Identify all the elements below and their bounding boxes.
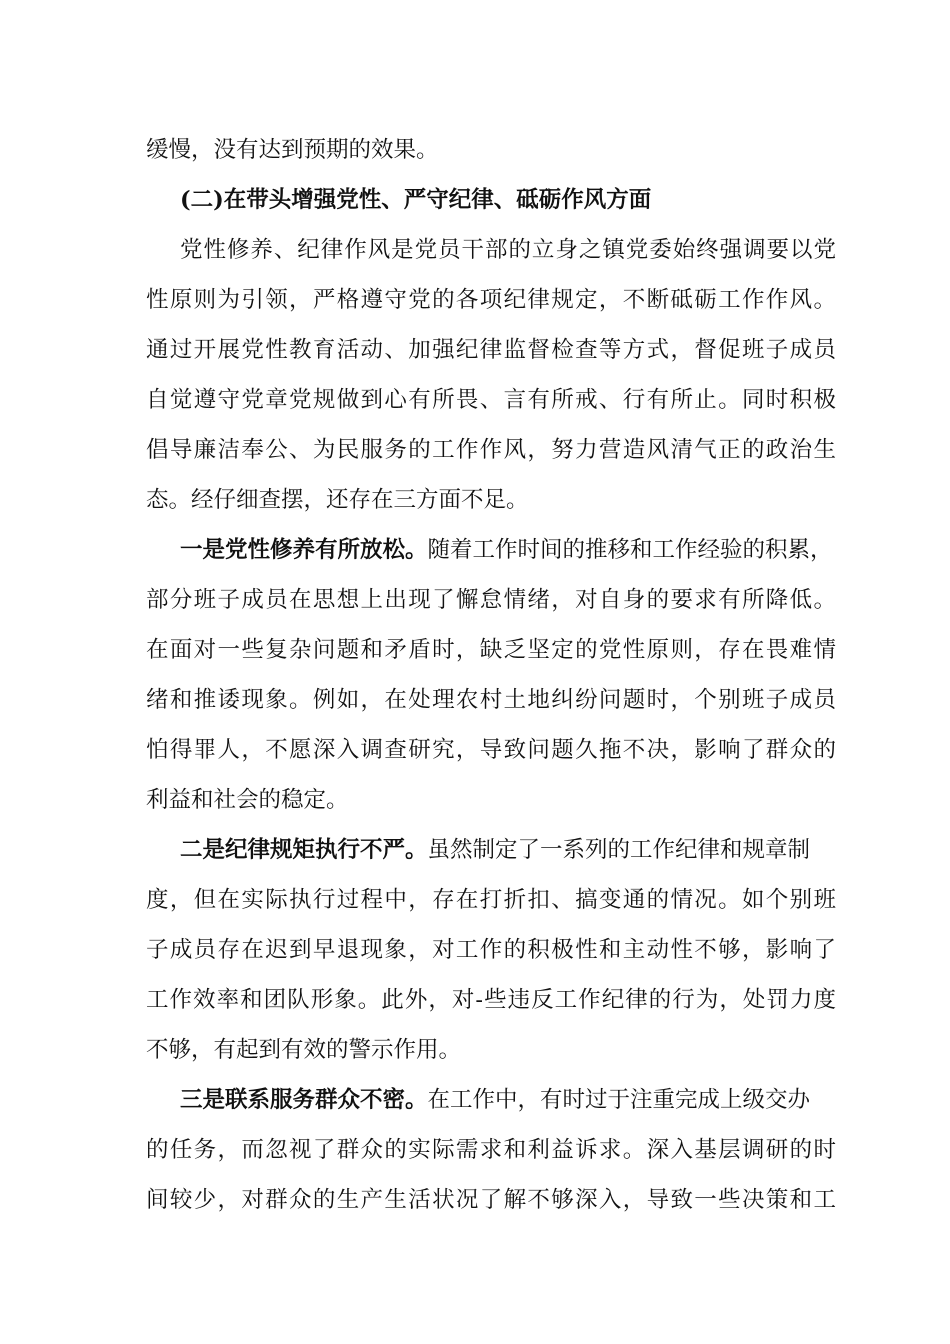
intro-line: 通过开展党性教育活动、加强纪律监督检查等方式，督促班子成员 [146, 337, 836, 363]
point2-line: 不够，有起到有效的警示作用。 [146, 1037, 462, 1063]
section-heading: (二)在带头增强党性、严守纪律、砥砺作风方面 [180, 187, 652, 213]
point3-text: 在工作中，有时过于注重完成上级交办 [427, 1087, 811, 1113]
point3-title: 三是联系服务群众不密。 [180, 1087, 428, 1113]
paragraph-continuation: 缓慢，没有达到预期的效果。 [146, 137, 439, 163]
point3-line: 的任务，而忽视了群众的实际需求和利益诉求。深入基层调研的时 [146, 1137, 836, 1163]
point2-first-line [180, 825, 836, 875]
intro-line: 性原则为引领，严格遵守党的各项纪律规定，不断砥砺工作作风。 [146, 287, 836, 313]
point1-line: 在面对一些复杂问题和矛盾时，缺乏坚定的党性原则，存在畏难情 [146, 637, 836, 663]
point3-line: 间较少，对群众的生产生活状况了解不够深入，导致一些决策和工 [146, 1187, 836, 1213]
intro-line: 自觉遵守党章党规做到心有所畏、言有所戒、行有所止。同时积极 [146, 387, 836, 413]
point1-first-line [180, 525, 836, 575]
intro-line: 态。经仔细查摆，还存在三方面不足。 [146, 487, 529, 513]
point1-line: 利益和社会的稳定。 [146, 787, 349, 813]
intro-line: 倡导廉洁奉公、为民服务的工作作风，努力营造风清气正的政治生 [146, 437, 836, 463]
point3-first-line [180, 1075, 836, 1125]
point1-line: 怕得罪人，不愿深入调查研究，导致问题久拖不决，影响了群众的 [146, 737, 836, 763]
point1-line: 绪和推诿现象。例如，在处理农村土地纠纷问题时，个别班子成员 [146, 687, 836, 713]
point2-line: 子成员存在迟到早退现象，对工作的积极性和主动性不够，影响了 [146, 937, 836, 963]
point2-text: 虽然制定了一系列的工作纪律和规章制 [427, 837, 811, 863]
point2-title: 二是纪律规矩执行不严。 [180, 837, 428, 863]
point1-text: 随着工作时间的推移和工作经验的积累， [427, 537, 833, 563]
point2-line: 工作效率和团队形象。此外，对-些违反工作纪律的行为，处罚力度 [146, 987, 836, 1013]
point2-line: 度，但在实际执行过程中，存在打折扣、搞变通的情况。如个别班 [146, 887, 836, 913]
point1-title: 一是党性修养有所放松。 [180, 537, 428, 563]
point1-line: 部分班子成员在思想上出现了懈怠情绪，对自身的要求有所降低。 [146, 587, 836, 613]
intro-line: 党性修养、纪律作风是党员干部的立身之镇党委始终强调要以党 [180, 237, 836, 263]
